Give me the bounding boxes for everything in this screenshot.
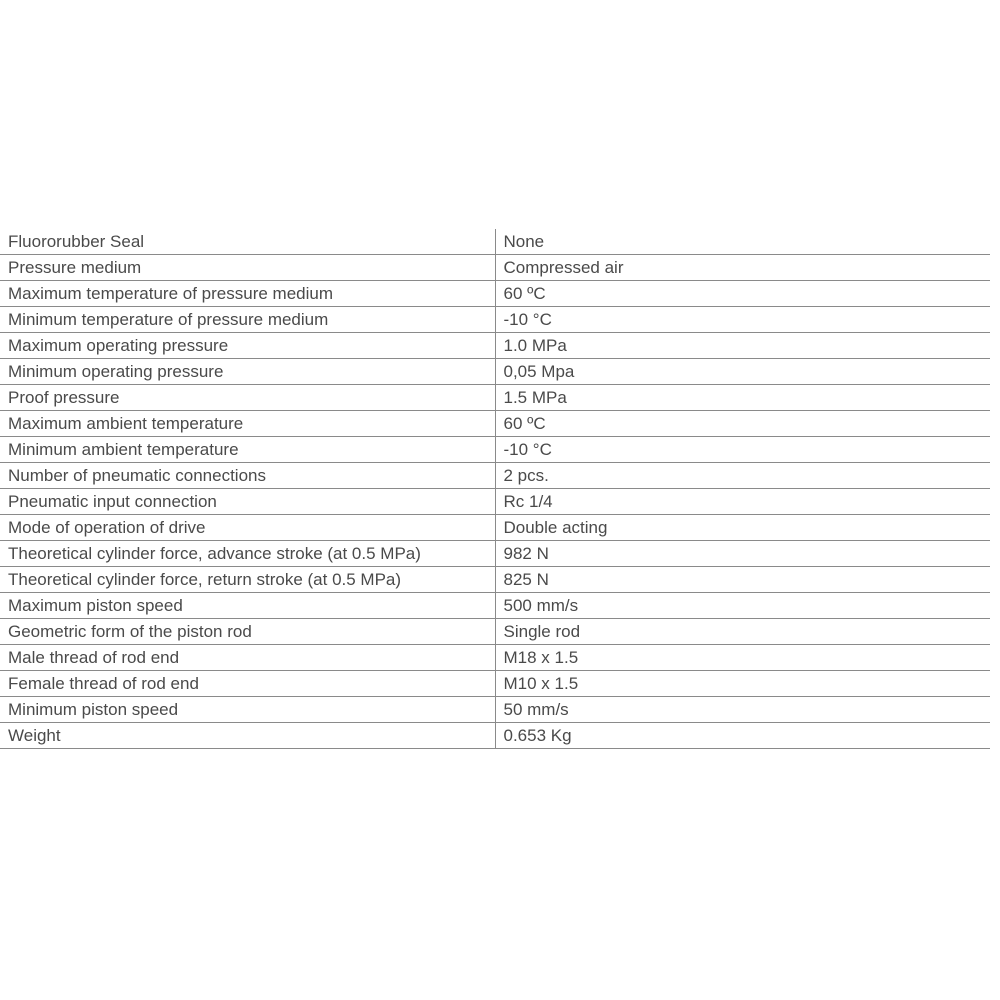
table-row [0,671,990,697]
spec-label: Mode of operation of drive [0,515,495,541]
spec-label: Maximum ambient temperature [0,411,495,437]
spec-value: Double acting [495,515,990,541]
spec-value: -10 °C [495,307,990,333]
table-row [0,359,990,385]
spec-label: Theoretical cylinder force, advance stroke (at 0.5 MPa) [0,541,495,567]
table-row [0,255,990,281]
table-row [0,307,990,333]
spec-value: M10 x 1.5 [495,671,990,697]
spec-label: Minimum temperature of pressure medium [0,307,495,333]
spec-label: Maximum temperature of pressure medium [0,281,495,307]
spec-value: 50 mm/s [495,697,990,723]
table-row [0,567,990,593]
table-row [0,333,990,359]
table-row [0,463,990,489]
spec-value: Single rod [495,619,990,645]
table-row [0,281,990,307]
spec-label: Maximum operating pressure [0,333,495,359]
spec-value: 0.653 Kg [495,723,990,749]
spec-value: 500 mm/s [495,593,990,619]
spec-label: Proof pressure [0,385,495,411]
table-row [0,437,990,463]
spec-value: None [495,229,990,255]
table-row [0,411,990,437]
spec-label: Minimum operating pressure [0,359,495,385]
spec-table [0,229,990,749]
spec-label: Minimum ambient temperature [0,437,495,463]
spec-label: Theoretical cylinder force, return stroke (at 0.5 MPa) [0,567,495,593]
table-row [0,385,990,411]
spec-value: -10 °C [495,437,990,463]
spec-value: 982 N [495,541,990,567]
table-row [0,723,990,749]
spec-label: Weight [0,723,495,749]
table-row [0,229,990,255]
spec-label: Pressure medium [0,255,495,281]
table-row [0,697,990,723]
spec-label: Number of pneumatic connections [0,463,495,489]
spec-label: Female thread of rod end [0,671,495,697]
spec-label: Male thread of rod end [0,645,495,671]
table-row [0,593,990,619]
table-row [0,619,990,645]
spec-value: 60 ºC [495,411,990,437]
spec-value: 825 N [495,567,990,593]
spec-value: 60 ºC [495,281,990,307]
spec-value: 2 pcs. [495,463,990,489]
table-row [0,645,990,671]
spec-value: 1.5 MPa [495,385,990,411]
spec-value: 1.0 MPa [495,333,990,359]
spec-label: Pneumatic input connection [0,489,495,515]
spec-label: Minimum piston speed [0,697,495,723]
spec-value: 0,05 Mpa [495,359,990,385]
table-row [0,489,990,515]
spec-label: Fluororubber Seal [0,229,495,255]
spec-label: Geometric form of the piston rod [0,619,495,645]
spec-value: Rc 1/4 [495,489,990,515]
spec-value: M18 x 1.5 [495,645,990,671]
spec-value: Compressed air [495,255,990,281]
table-row [0,515,990,541]
spec-table-body [0,229,990,749]
table-row [0,541,990,567]
spec-label: Maximum piston speed [0,593,495,619]
